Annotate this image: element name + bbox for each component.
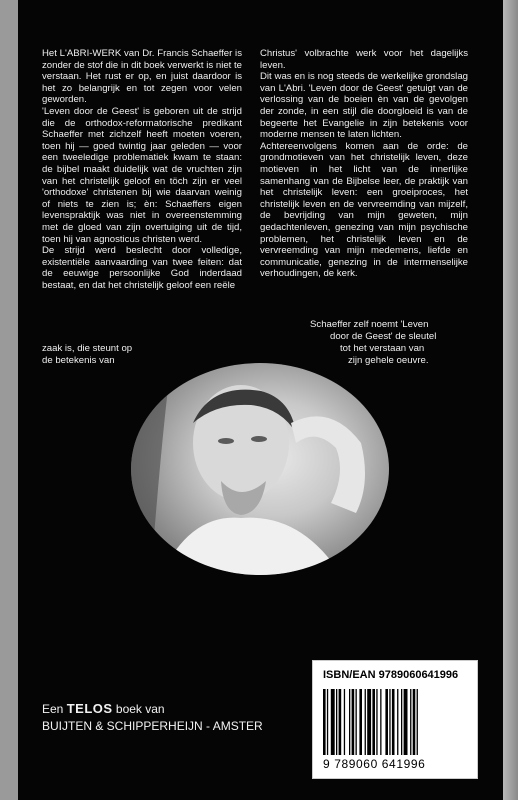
telos-logo: TELOS	[66, 701, 113, 716]
blurb-wrap-line: de betekenis van	[42, 355, 115, 366]
portrait-image	[131, 363, 389, 575]
blurb-paragraph: Het L'ABRI-WERK van Dr. Francis Schaeffer is zonder de stof die in dit boek verwerkt is niet te verstaan. Het rust er op, en juist daardoor is het zo belangrijk en tot zegen voor velen geworden.	[42, 48, 242, 106]
isbn-digits: 9 789060 641996	[323, 757, 426, 771]
blurb-wrap-line: zaak is, die steunt op	[42, 343, 133, 354]
blurb-wrap-line: zijn gehele oeuvre.	[348, 355, 429, 366]
publisher-name: BUIJTEN & SCHIPPERHEIJN - AMSTER	[42, 719, 263, 733]
publisher-prefix: Een	[42, 702, 64, 716]
blurb-paragraph: Christus' volbrachte werk voor het dagelijks leven.	[260, 48, 468, 71]
blurb-wrap-line: tot het verstaan van	[340, 343, 425, 354]
publisher-suffix: boek van	[115, 702, 165, 716]
publisher-credit	[42, 700, 263, 735]
blurb-paragraph: 'Leven door de Geest' is geboren uit de strijd die de orthodox-reformatorische predikant Schaeffer met zichzelf heeft moeten voeren, toen hij — goed twintig jaar geleden — voor een tweeledige problematiek kwam te staan: de bijbel maakt duidelijk wat de vruchten zijn van het christelijk geloof en töch zijn er veel 'orthodoxe' christenen bij wie daarvan weinig of niets te zien is; èn: Schaeffers eigen levenspraktijk was niet in overeenstemming met de gloed van zijn overtuiging uit de tijd, toen hij van agnosticus christen werd.	[42, 105, 242, 245]
blurb-left-column	[42, 48, 242, 291]
author-portrait	[131, 363, 389, 575]
cover-edge	[503, 0, 518, 800]
blurb-paragraph: Dit was en is nog steeds de werkelijke grondslag van L'Abri. 'Leven door de Geest' getuigt van de verlossing van de boeien èn van de gevolgen der zonde, in een stijl die doorgloeid is van de begeerte het Evangelie in zijn betekenis voor moderne mensen te laten lichten.	[260, 71, 468, 141]
blurb-paragraph: De strijd werd beslecht door volledige, existentiële aanvaarding van twee feiten: dat de eeuwige persoonlijke God inderdaad bestaat, en dat het christelijk geloof een reële	[42, 245, 242, 291]
isbn-label: ISBN/EAN 9789060641996	[323, 669, 459, 681]
blurb-paragraph: Achtereenvolgens komen aan de orde: de grondmotieven van het christelijk leven, deze motieven in het licht van de innerlijke samenhang van de Bijbelse leer, de praktijk van het christelijk leven: een groeiproces, het christelijk leven en de vervreemding van mijzelf, de bevrijding van mijn geweten, mijn gedachtenleven, genezing van mijn psychische problemen, het christelijk leven en de vervreemding van mijn medemens, liefde en communicatie, genezing in de intermenselijke verhoudingen, de kerk.	[260, 140, 468, 280]
blurb-wrap-line: door de Geest' de sleutel	[330, 331, 437, 342]
blurb-right-column	[260, 48, 468, 280]
blurb-wrap-line: Schaeffer zelf noemt 'Leven	[310, 319, 429, 330]
barcode-icon	[323, 689, 468, 755]
barcode-sticker	[312, 660, 478, 779]
